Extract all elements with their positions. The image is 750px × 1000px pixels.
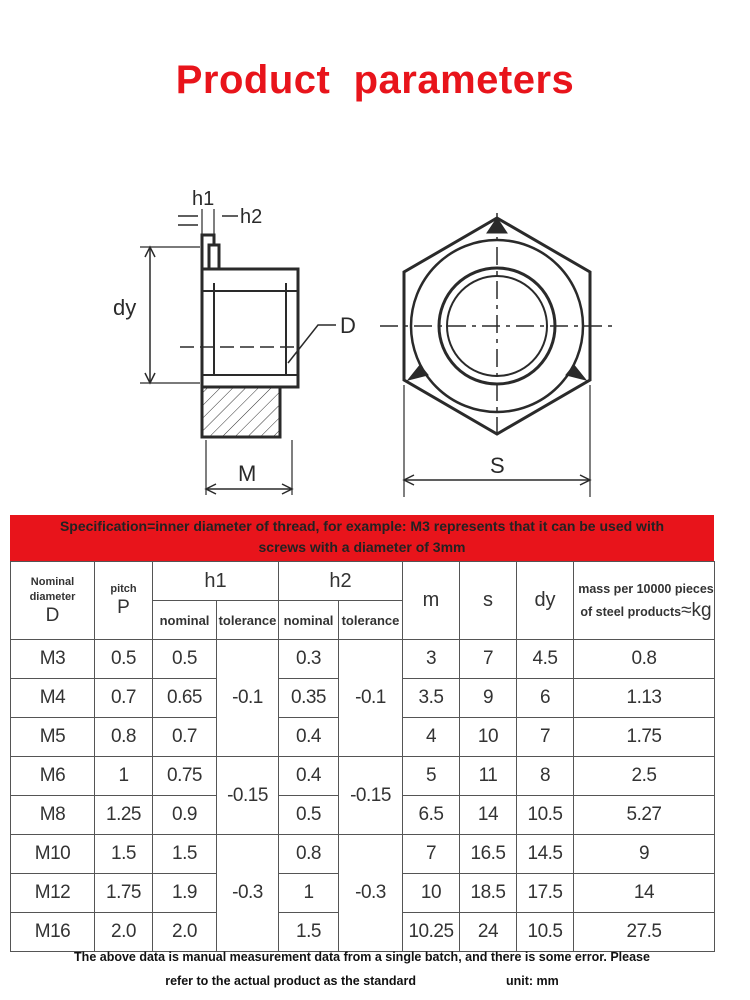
cell-h1-tolerance: -0.3: [217, 835, 279, 952]
cell-D: M12: [11, 874, 95, 913]
cell-h1: 0.75: [153, 757, 217, 796]
cell-P: 0.7: [95, 679, 153, 718]
cell-h2: 1.5: [279, 913, 339, 952]
cell-dy: 10.5: [517, 796, 574, 835]
parameters-table: [10, 561, 715, 952]
cell-h2-tolerance: -0.15: [339, 757, 403, 835]
cell-P: 1.25: [95, 796, 153, 835]
cell-mass: 9: [574, 835, 715, 874]
cell-mass: 14: [574, 874, 715, 913]
cell-D: M16: [11, 913, 95, 952]
cell-mass: 5.27: [574, 796, 715, 835]
header-h2-nominal: nominal: [279, 601, 339, 640]
cell-h1: 0.65: [153, 679, 217, 718]
header-mass: mass per 10000 pieces of steel products≈kg: [574, 562, 715, 640]
label-h2: h2: [240, 206, 263, 228]
cell-h1: 0.7: [153, 718, 217, 757]
cell-m: 5: [403, 757, 460, 796]
cell-h1: 1.9: [153, 874, 217, 913]
cell-P: 0.5: [95, 640, 153, 679]
page-title: Product parameters: [175, 58, 575, 102]
header-h1: h1: [153, 562, 279, 601]
cell-P: 0.8: [95, 718, 153, 757]
cell-h1-tolerance: -0.15: [217, 757, 279, 835]
cell-h2: 0.35: [279, 679, 339, 718]
cell-P: 1: [95, 757, 153, 796]
cell-mass: 2.5: [574, 757, 715, 796]
table-row: [11, 757, 715, 796]
cell-s: 11: [460, 757, 517, 796]
cell-dy: 7: [517, 718, 574, 757]
header-pitch: pitch P: [95, 562, 153, 640]
label-M: M: [238, 461, 257, 486]
header-dy: dy: [517, 562, 574, 640]
table-row: [11, 640, 715, 679]
cell-D: M6: [11, 757, 95, 796]
cell-dy: 10.5: [517, 913, 574, 952]
cell-m: 3: [403, 640, 460, 679]
cell-h1: 2.0: [153, 913, 217, 952]
footer-line-2-text: refer to the actual product as the standard: [165, 974, 416, 988]
spec-line-1: Specification=inner diameter of thread, for example: M3 represents that it can be used with: [59, 518, 665, 534]
cell-h1-tolerance: -0.1: [217, 640, 279, 757]
header-h2-tolerance: tolerance: [339, 601, 403, 640]
side-view-drawing: [140, 209, 336, 495]
header-h1-nominal: nominal: [153, 601, 217, 640]
header-h1-tolerance: tolerance: [217, 601, 279, 640]
cell-dy: 8: [517, 757, 574, 796]
cell-h2: 0.3: [279, 640, 339, 679]
header-nominal-diameter: Nominal diameter D: [11, 562, 95, 640]
label-S: S: [490, 453, 505, 478]
cell-mass: 1.13: [574, 679, 715, 718]
cell-m: 3.5: [403, 679, 460, 718]
cell-h2: 0.8: [279, 835, 339, 874]
cell-m: 4: [403, 718, 460, 757]
cell-s: 10: [460, 718, 517, 757]
cell-D: M5: [11, 718, 95, 757]
cell-D: M4: [11, 679, 95, 718]
cell-h1: 1.5: [153, 835, 217, 874]
specification-banner: [10, 515, 714, 561]
cell-h2: 0.4: [279, 757, 339, 796]
cell-dy: 14.5: [517, 835, 574, 874]
cell-m: 10.25: [403, 913, 460, 952]
label-dy: dy: [113, 295, 137, 320]
cell-h2: 0.4: [279, 718, 339, 757]
cell-s: 14: [460, 796, 517, 835]
cell-h2-tolerance: -0.1: [339, 640, 403, 757]
table-row: [11, 835, 715, 874]
label-D: D: [340, 313, 356, 338]
cell-mass: 1.75: [574, 718, 715, 757]
cell-h1: 0.9: [153, 796, 217, 835]
header-m: m: [403, 562, 460, 640]
footer-line-1: The above data is manual measurement data from a single batch, and there is some error. Please: [74, 950, 650, 964]
cell-P: 2.0: [95, 913, 153, 952]
spec-line-2: screws with a diameter of 3mm: [258, 539, 466, 555]
unit-label: unit: mm: [505, 974, 559, 988]
technical-drawing: [0, 175, 750, 505]
cell-D: M8: [11, 796, 95, 835]
cell-m: 10: [403, 874, 460, 913]
footer-note: [10, 945, 714, 993]
cell-s: 24: [460, 913, 517, 952]
cell-D: M3: [11, 640, 95, 679]
cell-dy: 6: [517, 679, 574, 718]
cell-dy: 17.5: [517, 874, 574, 913]
footer-line-2: [10, 969, 714, 993]
label-h1: h1: [192, 188, 215, 210]
cell-P: 1.75: [95, 874, 153, 913]
cell-h2-tolerance: -0.3: [339, 835, 403, 952]
cell-h2: 0.5: [279, 796, 339, 835]
cell-s: 9: [460, 679, 517, 718]
header-s: s: [460, 562, 517, 640]
cell-dy: 4.5: [517, 640, 574, 679]
cell-m: 6.5: [403, 796, 460, 835]
cell-m: 7: [403, 835, 460, 874]
cell-mass: 0.8: [574, 640, 715, 679]
cell-s: 7: [460, 640, 517, 679]
header-h2: h2: [279, 562, 403, 601]
cell-h2: 1: [279, 874, 339, 913]
cell-s: 16.5: [460, 835, 517, 874]
cell-s: 18.5: [460, 874, 517, 913]
cell-D: M10: [11, 835, 95, 874]
cell-P: 1.5: [95, 835, 153, 874]
cell-h1: 0.5: [153, 640, 217, 679]
cell-mass: 27.5: [574, 913, 715, 952]
